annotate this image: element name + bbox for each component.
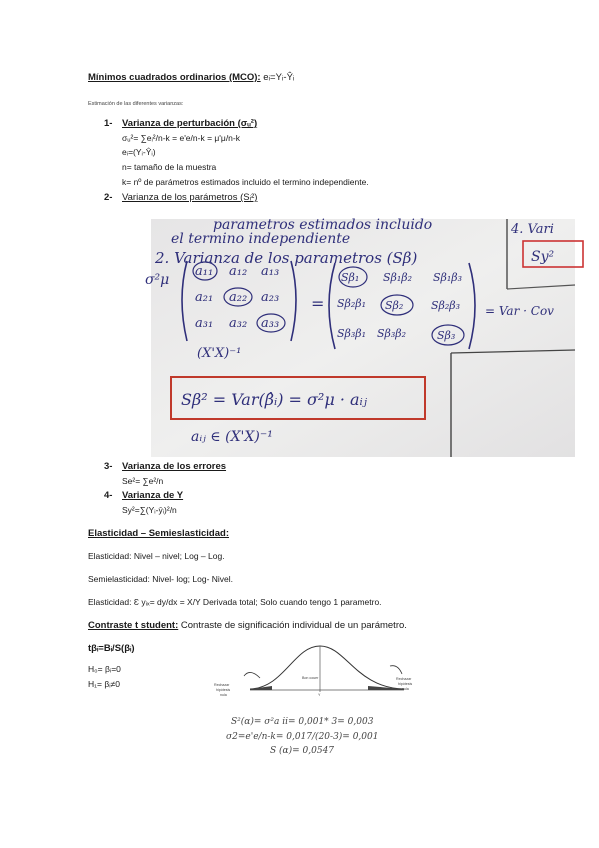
center-region-label: Bon couer [302, 676, 319, 680]
reject-left-label-2: hipótesis [216, 688, 231, 692]
whiteboard-photo [145, 217, 575, 457]
center-tick-label: Y [318, 693, 321, 697]
mco-formula: eᵢ=Yᵢ-Ŷᵢ [263, 72, 295, 83]
matrix-s32: Sβ₃β₂ [377, 327, 407, 340]
reject-right-label-3: nula [402, 687, 409, 691]
calc-line-3: S (α)= 0,0547 [270, 746, 335, 756]
reject-right-label-2: hipótesis [398, 682, 413, 686]
matrix-a22: a₂₂ [229, 290, 248, 305]
item4-line: Sy²=∑(Yᵢ-ȳᵢ)²/n [122, 505, 177, 515]
matrix-s13: Sβ₁β₃ [433, 271, 463, 284]
matrix-s33: Sβ₃ [437, 329, 456, 342]
matrix-a13: a₁₃ [261, 264, 280, 279]
matrix-s11: Sβ₁ [341, 271, 360, 284]
elasticity-line-1: Elasticidad: Nivel – nivel; Log – Log. [88, 551, 225, 561]
mco-heading [88, 72, 294, 83]
matrix-equals: = [311, 294, 325, 313]
photo-right-text: 4. Vari [511, 222, 554, 237]
photo-sigma: σ²μ [145, 272, 170, 288]
item-number-1: 1- [104, 118, 113, 129]
tstudent-formula: tβᵢ=Bᵢ/S(βᵢ) [88, 643, 135, 654]
tstudent-desc: Contraste de significación individual de un parámetro. [180, 620, 407, 631]
item1-line-d: k= nº de parámetros estimados incluido el termino independiente. [122, 177, 369, 187]
item3-line: Se²= ∑e²/n [122, 476, 164, 486]
var-cov-label: = Var · Cov [485, 304, 554, 318]
tstudent-title: Contraste t student: [88, 620, 179, 631]
item-number-4: 4- [104, 490, 113, 501]
matrix-s22: Sβ₂ [385, 299, 404, 312]
matrix-a11: a₁₁ [195, 264, 214, 279]
matrix-a12: a₁₂ [229, 264, 248, 279]
photo-top-text-2: el termino independiente [171, 231, 351, 247]
item-title-3: Varianza de los errores [122, 461, 227, 472]
matrix-a31: a₃₁ [195, 316, 214, 331]
matrix-s12: Sβ₁β₂ [383, 271, 413, 284]
elasticity-title: Elasticidad – Semieslasticidad: [88, 528, 229, 539]
matrix-s31: Sβ₃β₁ [337, 327, 367, 340]
mco-title: Mínimos cuadrados ordinarios (MCO): [88, 72, 261, 83]
item-number-2: 2- [104, 192, 113, 203]
reject-right-label-1: Rechazar [396, 677, 412, 681]
elasticity-line-2: Semielasticidad: Nivel- log; Log- Nivel. [88, 574, 234, 584]
photo-heading: 2. Varianza de los parametros (Sβ) [155, 249, 418, 267]
photo-under-formula: aᵢⱼ ∈ (X'X)⁻¹ [191, 429, 273, 445]
item-title-2: Varianza de los parámetros (Sᵢ²) [122, 192, 258, 203]
hypothesis-h0: H₀= βᵢ=0 [88, 664, 121, 674]
reject-left-label-3: nula [220, 693, 227, 697]
matrix-s23: Sβ₂β₃ [431, 299, 461, 312]
hypothesis-h1: H₁= βᵢ≠0 [88, 679, 120, 689]
calc-line-1: S²(α)= σ²a ii= 0,001* 3= 0,003 [231, 717, 374, 727]
photo-right-box-text: Sy² [531, 249, 555, 265]
item1-line-a: σᵤ²= ∑eᵢ²/n-k = e'e/n-k = μ'μ/n-k [122, 133, 240, 143]
elasticity-line-3: Elasticidad: Ɛ yᵢₓ= dy/dx = X/Y Derivada total; Solo cuando tengo 1 parametro. [88, 597, 382, 607]
t-distribution-diagram [214, 642, 436, 710]
item-title-1: Varianza de perturbación (σᵤ²) [122, 118, 258, 129]
matrix-a23: a₂₃ [261, 290, 280, 305]
matrix-a21: a₂₁ [195, 290, 214, 305]
photo-box-formula: Sβ² = Var(β̂ᵢ) = σ²μ · aᵢⱼ [181, 390, 367, 409]
matrix-a32: a₃₂ [229, 316, 248, 331]
intro-text: Estimación de las diferentes varianzas: [88, 101, 184, 107]
item1-line-b: eᵢ=(Yᵢ-Ŷᵢ) [122, 147, 156, 157]
item1-line-c: n= tamaño de la muestra [122, 162, 217, 172]
item-number-3: 3- [104, 461, 113, 472]
matrix-a33: a₃₃ [261, 316, 280, 331]
matrix-inverse-label: (X'X)⁻¹ [197, 346, 242, 361]
calc-line-2: σ2=e'e/n-k= 0,017/(20-3)= 0,001 [226, 732, 379, 742]
photo-top-text-1: parametros estimados incluido [213, 217, 433, 233]
reject-left-label-1: Rechazar [214, 683, 230, 687]
item-title-4: Varianza de Y [122, 490, 184, 501]
matrix-s21: Sβ₂β₁ [337, 297, 367, 310]
tstudent-heading [88, 620, 407, 631]
